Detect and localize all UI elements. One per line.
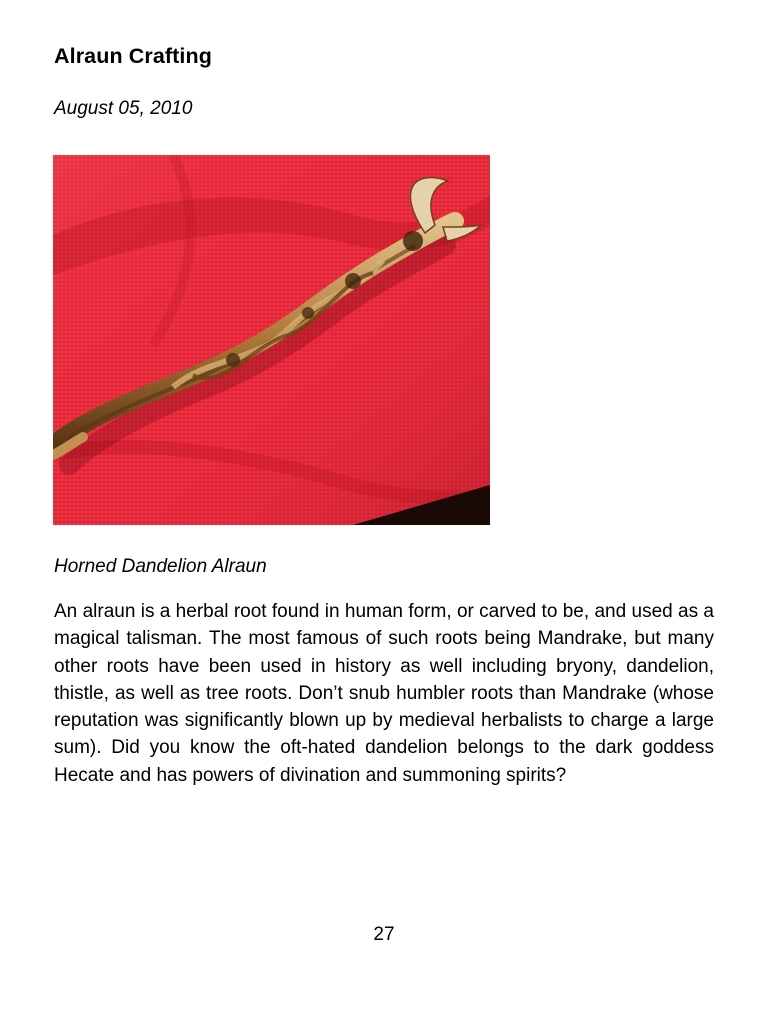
page-number: 27 [373, 924, 395, 945]
alraun-root-image [53, 155, 490, 525]
alraun-photo [53, 155, 490, 525]
page-title: Alraun Crafting [54, 44, 212, 68]
image-caption: Horned Dandelion Alraun [54, 556, 267, 577]
body-paragraph: An alraun is a herbal root found in human form, or carved to be, and used as a magical talisman. The most famous of such roots being Mandrake, but many other roots have been used in history as well including bryony, dandelion, thistle, as well as tree roots. Don’t snub humbler roots than Mandrake (whose reputation was significantly blown up by medieval herbalists to charge a large sum). Did you know the oft-hated dandelion belongs to the dark goddess Hecate and has powers of divination and summoning spirits? [54, 601, 714, 786]
post-date: August 05, 2010 [54, 98, 193, 119]
